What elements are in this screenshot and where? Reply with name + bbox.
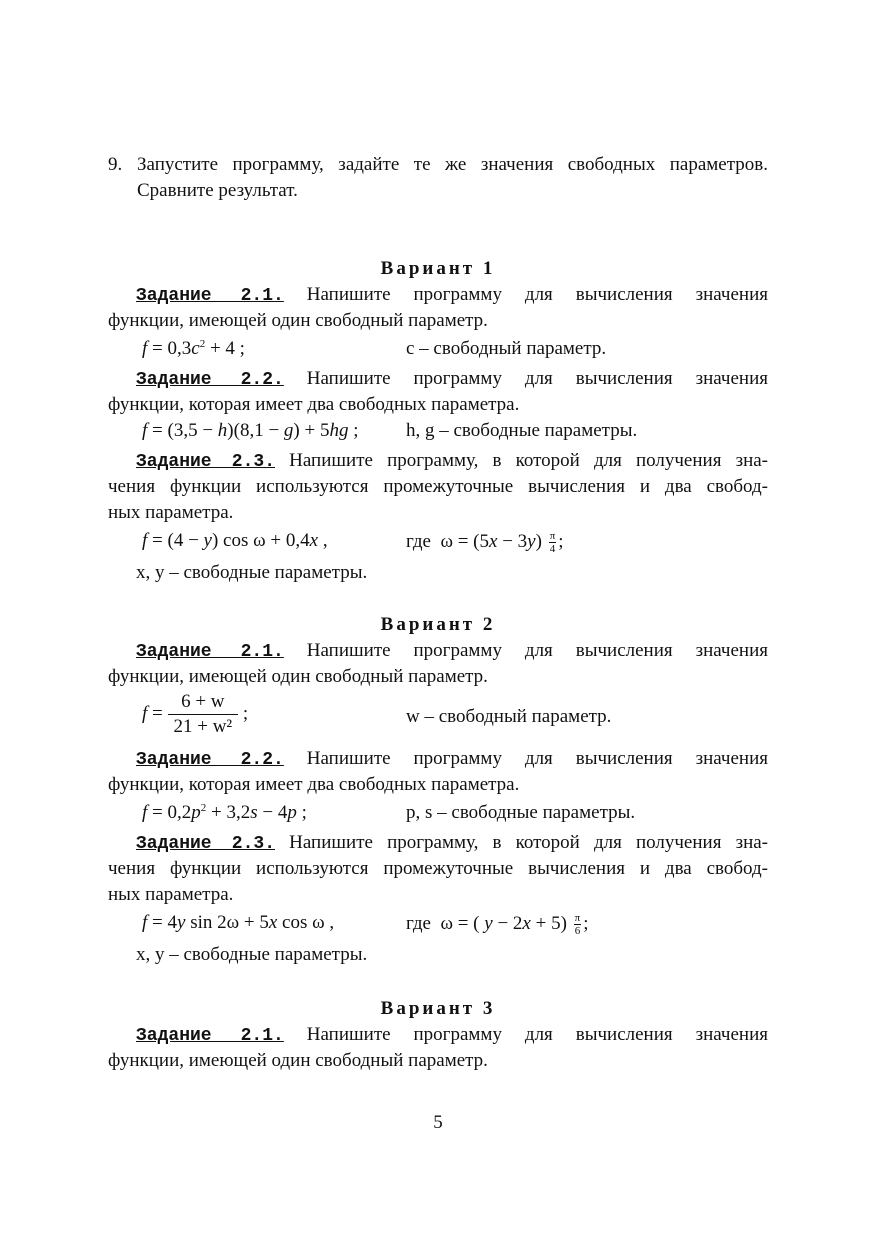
fraction: $\frac{6 + w}{\text{21 + w²}}$ [168,690,239,739]
variant-3-title: Вариант 3 [380,998,496,1019]
v1-task1-formula: $f = 0,3c^2 + 4$ ; [142,338,245,359]
v2-task2-label: Задание 2.2. [136,750,284,770]
v2-task3-label: Задание 2.3. [136,834,276,854]
v2-task2-line2: функции, которая имеет два свободных параметра. [108,774,520,795]
v3-task1-label: Задание 2.1. [136,1026,284,1046]
v1-task1-param: c – свободный параметр. [406,338,607,359]
v2-task3-params: x, y – свободные параметры. [136,944,368,965]
v1-task3-line3: ных параметра. [108,502,234,523]
v2-task3-line3: ных параметра. [108,884,234,905]
page-number: 5 [433,1112,443,1133]
pi-fraction: $\frac{\pi}{6}$ [574,912,581,937]
v1-task3-omega: где ω = (5x − 3y) $\frac{\pi}{4}$ ; [406,530,564,555]
v2-task2-param: p, s – свободные параметры. [406,802,636,823]
v2-task1-label: Задание 2.1. [136,642,284,662]
v1-task3-params: x, y – свободные параметры. [136,562,368,583]
v1-task3-formula: f = (4 − y) cos ω + 0,4x , [142,530,328,551]
v2-task1-param: w – свободный параметр. [406,706,612,727]
v1-task1-line1: Задание 2.1. Напишите программу для вычисления значения [136,284,768,306]
v2-task3-omega: где ω = ( y − 2x + 5) $\frac{\pi}{6}$ ; [406,912,589,937]
item-number: 9. [108,154,123,175]
v2-task2-line1: Задание 2.2. Напишите программу для вычисления значения [136,748,768,770]
v3-task1-line2: функции, имеющей один свободный параметр. [108,1050,488,1071]
pi-fraction: $\frac{\pi}{4}$ [549,530,556,555]
v1-task2-formula: f = (3,5 − h)(8,1 − g) + 5hg ; [142,420,359,441]
v3-task1-line1: Задание 2.1. Напишите программу для вычисления значения [136,1024,768,1046]
item9-line2: Сравните результат. [137,180,298,201]
v2-task3-line2: чения функции используются промежуточные вычисления и два свобод- [108,858,768,879]
v1-task2-line2: функции, которая имеет два свободных параметра. [108,394,520,415]
v2-task3-line1: Задание 2.3. Напишите программу, в которой для получения зна- [136,832,769,854]
v1-task1-label: Задание 2.1. [136,286,284,306]
v1-task2-param: h, g – свободные параметры. [406,420,638,441]
v1-task3-line1: Задание 2.3. Напишите программу, в которой для получения зна- [136,450,769,472]
v2-task1-line1: Задание 2.1. Напишите программу для вычисления значения [136,640,768,662]
variant-2-title: Вариант 2 [380,614,496,635]
v1-task3-label: Задание 2.3. [136,452,276,472]
v1-task2-line1: Задание 2.2. Напишите программу для вычисления значения [136,368,768,390]
v1-task3-line2: чения функции используются промежуточные вычисления и два свобод- [108,476,768,497]
v2-task2-formula: $f = 0,2p^2 + 3,2s - 4p$ ; [142,802,307,823]
variant-1-title: Вариант 1 [380,258,496,279]
v2-task3-formula: f = 4y sin 2ω + 5x cos ω , [142,912,335,933]
v2-task1-formula: f = $\frac{6 + w}{\text{21 + w²}}$ ; [142,691,249,737]
v1-task2-label: Задание 2.2. [136,370,284,390]
v1-task1-line2: функции, имеющей один свободный параметр. [108,310,488,331]
item9-line1: Запустите программу, задайте те же значения свободных параметров. [137,154,768,175]
v2-task1-line2: функции, имеющей один свободный параметр. [108,666,488,687]
